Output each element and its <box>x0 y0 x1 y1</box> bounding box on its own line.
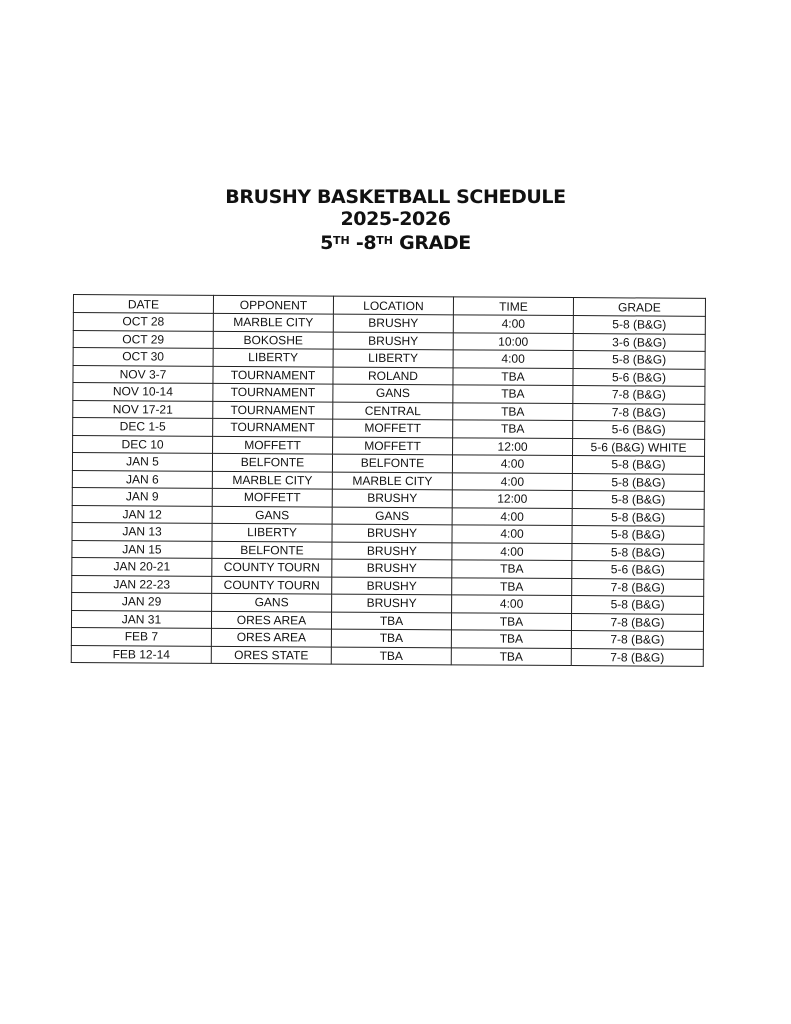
cell-date: OCT 28 <box>73 313 213 331</box>
title-line-1: BRUSHY BASKETBALL SCHEDULE <box>225 186 566 208</box>
cell-time: 4:00 <box>452 525 572 543</box>
cell-opponent: ORES AREA <box>211 628 331 646</box>
cell-location: GANS <box>332 507 452 525</box>
cell-opponent: LIBERTY <box>213 348 333 366</box>
cell-grade: 5-8 (B&G) <box>572 596 704 614</box>
cell-grade: 5-6 (B&G) <box>573 421 705 439</box>
cell-date: JAN 12 <box>72 505 212 523</box>
cell-location: BRUSHY <box>332 577 452 595</box>
cell-location: MOFFETT <box>333 419 453 437</box>
cell-location: BRUSHY <box>332 489 452 507</box>
cell-location: BRUSHY <box>333 314 453 332</box>
cell-opponent: BOKOSHE <box>213 331 333 349</box>
cell-time: TBA <box>452 560 572 578</box>
cell-opponent: COUNTY TOURN <box>212 558 332 576</box>
cell-time: TBA <box>453 385 573 403</box>
cell-opponent: TOURNAMENT <box>213 383 333 401</box>
schedule-body <box>71 313 705 667</box>
cell-date: OCT 30 <box>73 348 213 366</box>
cell-location: MARBLE CITY <box>332 472 452 490</box>
cell-location: TBA <box>331 647 451 665</box>
cell-location: MOFFETT <box>333 437 453 455</box>
title-grade-mid: -8 <box>349 232 377 254</box>
cell-grade: 5-8 (B&G) <box>572 526 704 544</box>
cell-location: ROLAND <box>333 367 453 385</box>
cell-opponent: MOFFETT <box>213 436 333 454</box>
cell-grade: 5-6 (B&G) <box>572 561 704 579</box>
cell-opponent: TOURNAMENT <box>213 366 333 384</box>
cell-opponent: LIBERTY <box>212 523 332 541</box>
cell-time: TBA <box>451 630 571 648</box>
cell-time: 4:00 <box>452 542 572 560</box>
cell-date: JAN 5 <box>72 453 212 471</box>
cell-time: 4:00 <box>452 595 572 613</box>
cell-date: NOV 10-14 <box>73 383 213 401</box>
cell-date: JAN 20-21 <box>72 557 212 575</box>
cell-location: LIBERTY <box>333 349 453 367</box>
title-superscript-1: TH <box>332 234 350 247</box>
cell-grade: 3-6 (B&G) <box>573 333 705 351</box>
title-grade-start: 5 <box>320 232 333 254</box>
cell-opponent: MARBLE CITY <box>213 313 333 331</box>
cell-grade: 7-8 (B&G) <box>573 386 705 404</box>
cell-grade: 5-8 (B&G) <box>572 491 704 509</box>
cell-grade: 5-6 (B&G) WHITE <box>573 438 705 456</box>
cell-time: 4:00 <box>453 315 573 333</box>
cell-grade: 5-8 (B&G) <box>572 473 704 491</box>
cell-opponent: BELFONTE <box>212 453 332 471</box>
cell-opponent: GANS <box>212 506 332 524</box>
header-time: TIME <box>453 297 573 316</box>
cell-opponent: TOURNAMENT <box>213 401 333 419</box>
cell-location: BRUSHY <box>332 559 452 577</box>
cell-date: DEC 10 <box>73 435 213 453</box>
cell-time: TBA <box>453 420 573 438</box>
cell-location: GANS <box>333 384 453 402</box>
cell-date: JAN 9 <box>72 487 212 505</box>
cell-opponent: MOFFETT <box>212 488 332 506</box>
cell-time: 4:00 <box>453 350 573 368</box>
cell-date: JAN 29 <box>72 592 212 610</box>
table-row <box>71 645 703 666</box>
document-title <box>0 186 791 254</box>
cell-location: BRUSHY <box>333 332 453 350</box>
cell-opponent: ORES AREA <box>211 611 331 629</box>
cell-time: 10:00 <box>453 332 573 350</box>
cell-date: JAN 31 <box>71 610 211 628</box>
cell-grade: 7-8 (B&G) <box>571 631 703 649</box>
cell-grade: 7-8 (B&G) <box>571 613 703 631</box>
cell-grade: 7-8 (B&G) <box>571 648 703 666</box>
cell-grade: 7-8 (B&G) <box>572 578 704 596</box>
cell-grade: 5-8 (B&G) <box>572 456 704 474</box>
cell-date: NOV 17-21 <box>73 400 213 418</box>
header-opponent: OPPONENT <box>213 295 333 314</box>
cell-date: FEB 7 <box>71 627 211 645</box>
cell-date: JAN 15 <box>72 540 212 558</box>
cell-time: TBA <box>452 577 572 595</box>
cell-time: 12:00 <box>452 490 572 508</box>
cell-time: 4:00 <box>452 472 572 490</box>
cell-location: BRUSHY <box>332 524 452 542</box>
header-location: LOCATION <box>333 296 453 315</box>
cell-time: TBA <box>453 367 573 385</box>
title-line-3 <box>0 230 791 254</box>
cell-opponent: TOURNAMENT <box>213 418 333 436</box>
cell-time: TBA <box>451 647 571 665</box>
cell-grade: 5-8 (B&G) <box>572 543 704 561</box>
title-grade-word: GRADE <box>392 232 471 254</box>
cell-grade: 5-8 (B&G) <box>573 351 705 369</box>
cell-date: FEB 12-14 <box>71 645 211 663</box>
cell-date: NOV 3-7 <box>73 365 213 383</box>
cell-grade: 5-8 (B&G) <box>573 316 705 334</box>
cell-time: 12:00 <box>453 437 573 455</box>
cell-location: BRUSHY <box>332 542 452 560</box>
cell-location: BRUSHY <box>332 594 452 612</box>
cell-opponent: BELFONTE <box>212 541 332 559</box>
cell-grade: 7-8 (B&G) <box>573 403 705 421</box>
cell-grade: 5-8 (B&G) <box>572 508 704 526</box>
cell-opponent: MARBLE CITY <box>212 471 332 489</box>
title-line-2: 2025-2026 <box>340 208 451 230</box>
cell-date: DEC 1-5 <box>73 418 213 436</box>
header-date: DATE <box>73 295 213 314</box>
cell-location: TBA <box>331 629 451 647</box>
cell-time: 4:00 <box>452 455 572 473</box>
cell-opponent: COUNTY TOURN <box>212 576 332 594</box>
cell-date: JAN 6 <box>72 470 212 488</box>
cell-time: TBA <box>451 612 571 630</box>
header-grade: GRADE <box>573 298 705 317</box>
cell-date: JAN 22-23 <box>72 575 212 593</box>
title-superscript-2: TH <box>376 234 393 247</box>
cell-opponent: ORES STATE <box>211 646 331 664</box>
cell-location: BELFONTE <box>332 454 452 472</box>
cell-time: 4:00 <box>452 507 572 525</box>
cell-location: TBA <box>331 612 451 630</box>
cell-grade: 5-6 (B&G) <box>573 368 705 386</box>
cell-time: TBA <box>453 402 573 420</box>
cell-opponent: GANS <box>212 593 332 611</box>
cell-date: OCT 29 <box>73 330 213 348</box>
schedule-table <box>71 294 706 667</box>
cell-location: CENTRAL <box>333 402 453 420</box>
cell-date: JAN 13 <box>72 522 212 540</box>
